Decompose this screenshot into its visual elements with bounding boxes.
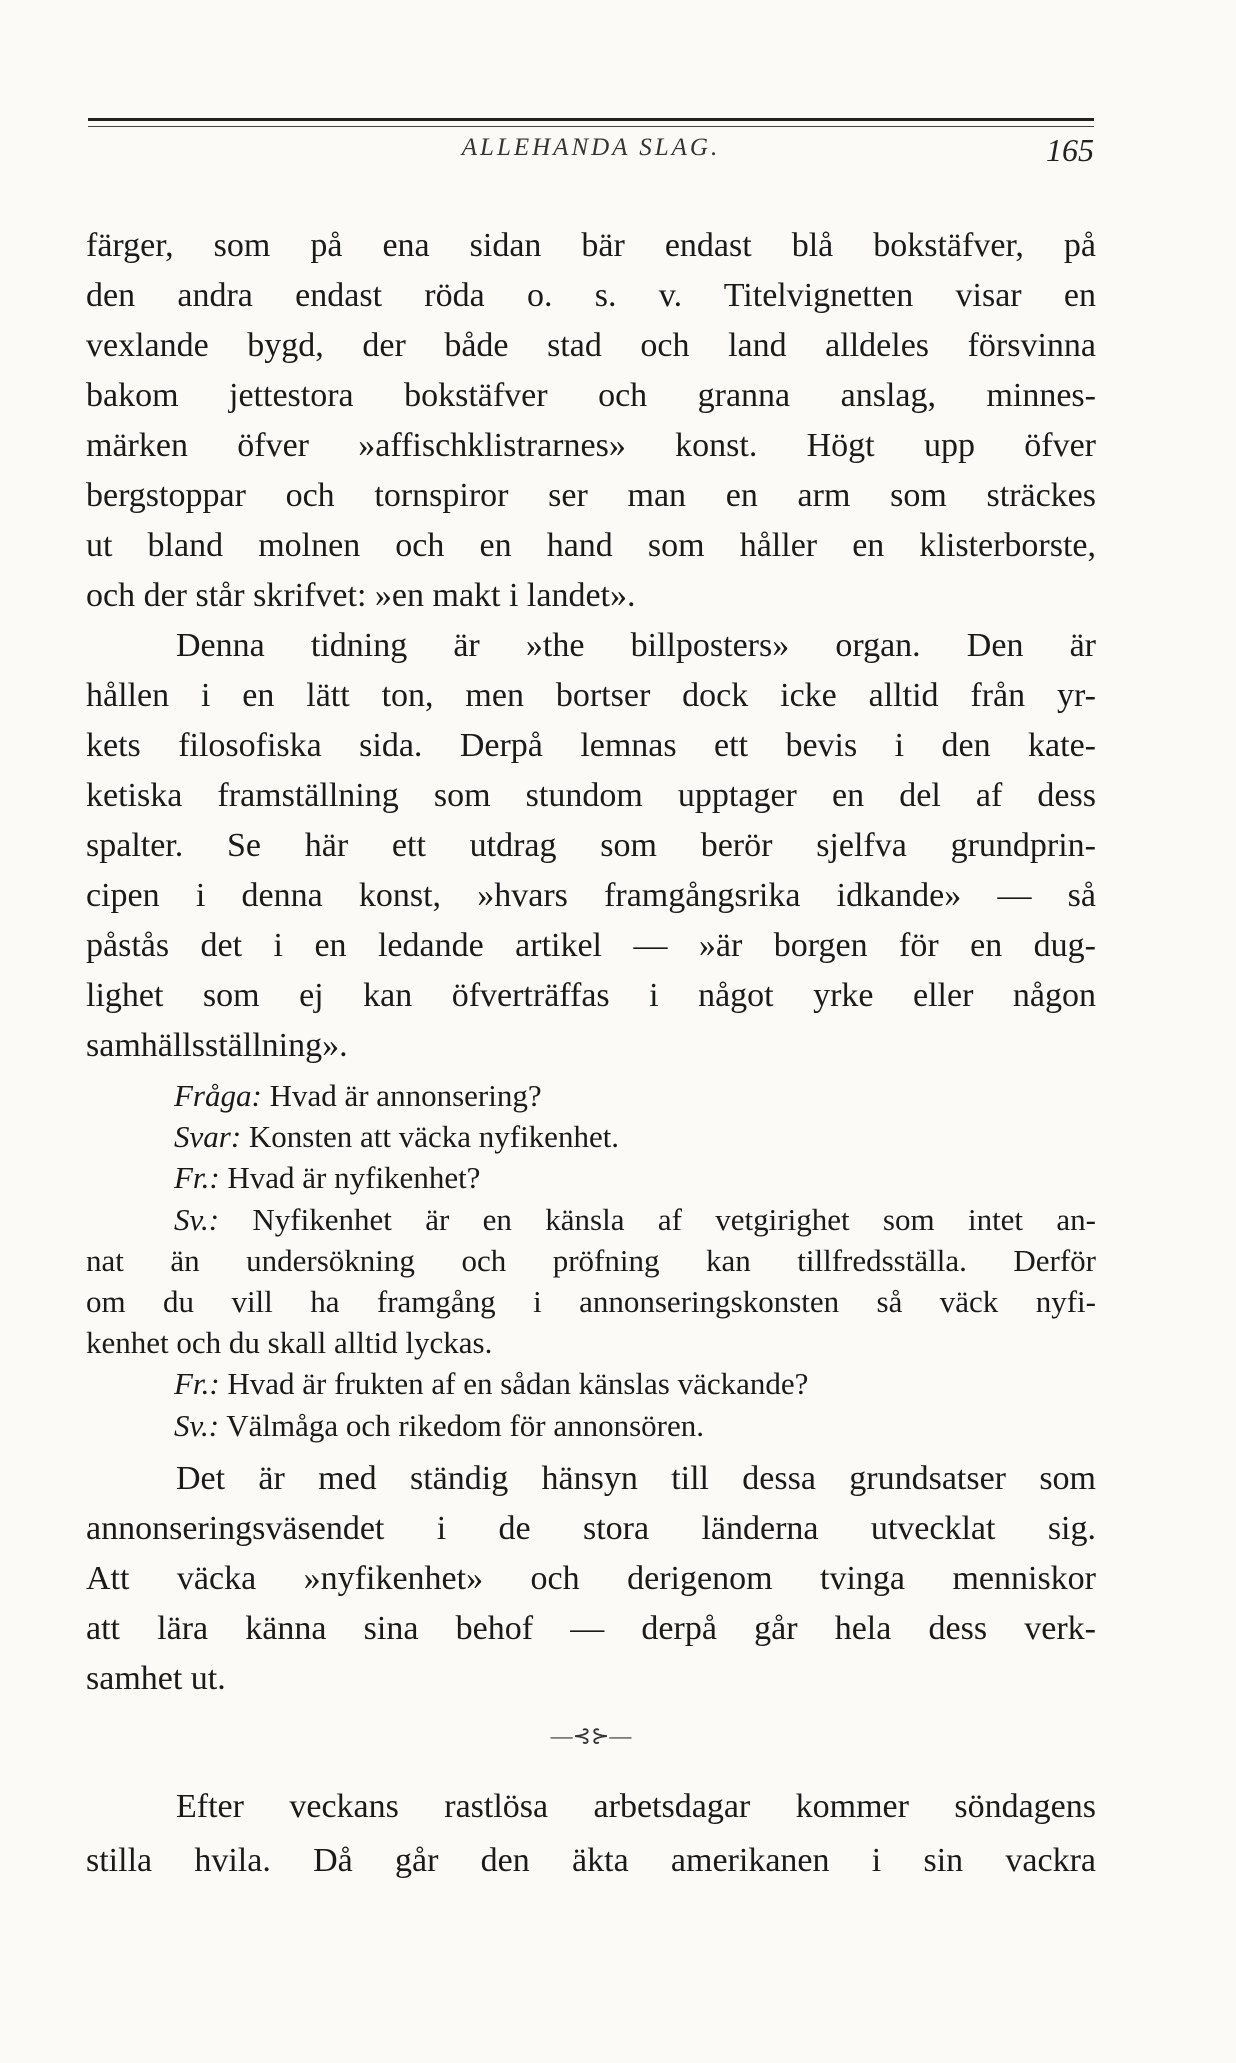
body-text <box>86 221 1096 1888</box>
text-line: spalter. Se här ett utdrag som berör sjelfva grundprin- <box>86 827 1096 864</box>
text-line: Denna tidning är »the billposters» organ. Den är <box>176 627 1096 664</box>
catechism-block <box>86 1075 1096 1446</box>
text-line: stilla hvila. Då går den äkta amerikanen i sin vackra <box>86 1841 1096 1879</box>
text-line: annonseringsväsendet i de stora länderna utvecklat sig. <box>86 1509 1096 1547</box>
answer-text: Konsten att väcka nyfikenhet. <box>241 1119 620 1155</box>
text-line: färger, som på ena sidan bär endast blå bokstäfver, på <box>86 227 1096 264</box>
section-ornament: —⊰⊱— <box>550 1722 632 1748</box>
text-line: vexlande bygd, der både stad och land alldeles försvinna <box>86 327 1096 364</box>
text-line: påstås det i en ledande artikel — »är borgen för en dug- <box>86 927 1096 964</box>
paragraph-2 <box>86 621 1096 1071</box>
page-number: 165 <box>1046 132 1094 168</box>
qa-line <box>86 1116 1096 1157</box>
qa-line <box>86 1075 1096 1116</box>
text-line: Efter veckans rastlösa arbetsdagar kommer söndagens <box>176 1787 1096 1825</box>
header-rule <box>88 118 1094 121</box>
running-title: ALLEHANDA SLAG. <box>461 134 721 161</box>
text-line: ut bland molnen och en hand som håller en klisterborste, <box>86 527 1096 564</box>
header-rule-thin <box>88 126 1094 127</box>
text-line: bergstoppar och tornspiror ser man en arm som sträckes <box>86 477 1096 514</box>
text-line: ketiska framställning som stundom upptager en del af dess <box>86 777 1096 814</box>
text-line: märken öfver »affischklistrarnes» konst. Högt upp öfver <box>86 427 1096 464</box>
text-line: Det är med ständig hänsyn till dessa grundsatser som <box>176 1459 1096 1497</box>
question-label: Fr.: <box>174 1366 220 1402</box>
question-label: Fr.: <box>174 1160 220 1196</box>
answer-label: Sv.: <box>174 1201 220 1237</box>
qa-line: kenhet och du skall alltid lyckas. <box>86 1325 493 1361</box>
text-line: cipen i denna konst, »hvars framgångsrika idkande» — så <box>86 877 1096 914</box>
paragraph-4 <box>86 1780 1096 1888</box>
text-line: hållen i en lätt ton, men bortser dock icke alltid från yr- <box>86 677 1096 714</box>
answer-label: Sv.: <box>174 1407 220 1443</box>
answer-label: Svar: <box>174 1119 242 1155</box>
text-line: bakom jettestora bokstäfver och granna anslag, minnes- <box>86 377 1096 414</box>
question-text: Hvad är annonsering? <box>261 1078 542 1113</box>
qa-line: om du vill ha framgång i annonseringskonsten så väck nyfi- <box>86 1283 1096 1319</box>
question-text: Hvad är nyfikenhet? <box>219 1160 481 1196</box>
text-line: lighet som ej kan öfverträffas i något yrke eller någon <box>86 977 1096 1014</box>
text-line: samhet ut. <box>86 1659 226 1697</box>
text-line: samhällsställning». <box>86 1027 348 1064</box>
qa-line <box>86 1405 1096 1446</box>
paragraph-1 <box>86 221 1096 621</box>
text-line: att lära känna sina behof — derpå går hela dess verk- <box>86 1609 1096 1647</box>
question-text: Hvad är frukten af en sådan känslas väckande? <box>219 1366 809 1402</box>
answer-text: Välmåga och rikedom för annonsören. <box>219 1407 704 1443</box>
text-line: kets filosofiska sida. Derpå lemnas ett bevis i den kate- <box>86 727 1096 764</box>
qa-line <box>86 1199 1096 1240</box>
qa-line <box>86 1157 1096 1198</box>
answer-text: Nyfikenhet är en känsla af vetgirighet som intet an- <box>219 1201 1096 1237</box>
question-label: Fråga: <box>174 1078 262 1113</box>
text-line: Att väcka »nyfikenhet» och derigenom tvinga menniskor <box>86 1559 1096 1597</box>
text-line: den andra endast röda o. s. v. Titelvignetten visar en <box>86 277 1096 314</box>
qa-line <box>86 1363 1096 1404</box>
paragraph-3 <box>86 1454 1096 1704</box>
running-head <box>88 132 1094 172</box>
text-line: och der står skrifvet: »en makt i landet». <box>86 577 636 614</box>
qa-line: nat än undersökning och pröfning kan tillfredsställa. Derför <box>86 1242 1096 1278</box>
